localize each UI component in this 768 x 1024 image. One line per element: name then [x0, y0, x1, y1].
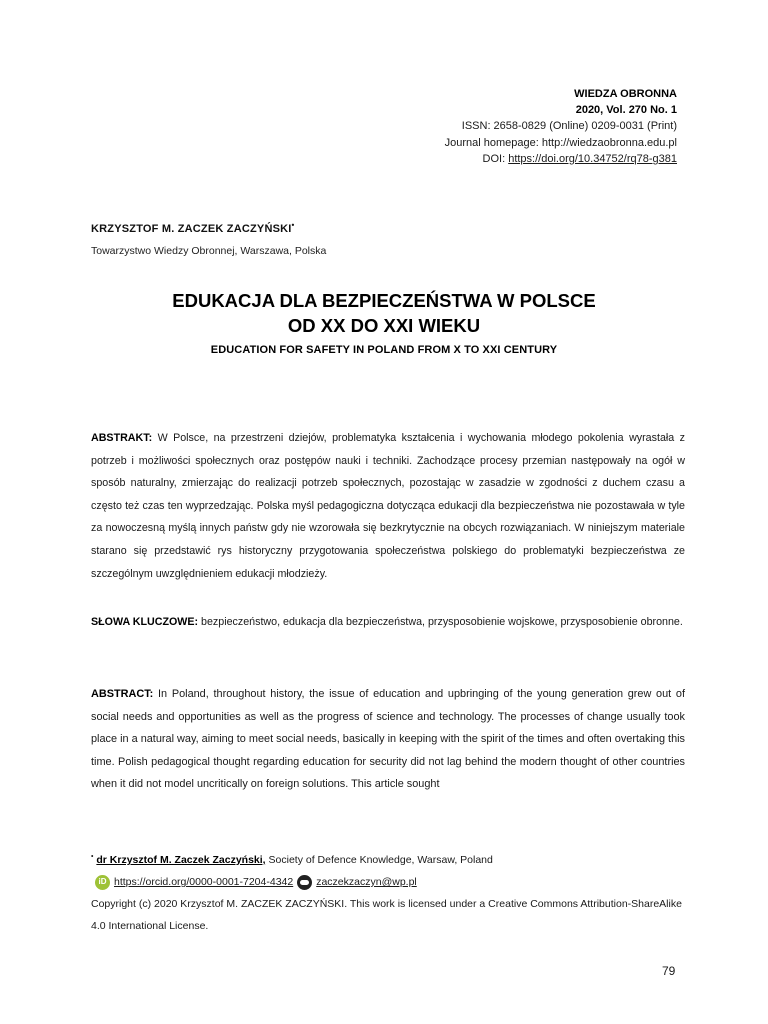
keywords-polish: [91, 611, 685, 634]
journal-homepage: Journal homepage: http://wiedzaobronna.edu.pl: [444, 136, 677, 149]
journal-doi: [445, 151, 677, 167]
paper-title-english: EDUCATION FOR SAFETY IN POLAND FROM X TO XXI CENTURY: [210, 344, 558, 356]
paper-title-polish: [0, 288, 768, 338]
email-icon: [297, 875, 312, 890]
footnote-author: dr Krzysztof M. Zaczek Zaczyński,: [96, 854, 266, 866]
journal-info: [445, 86, 677, 167]
orcid-icon: iD: [95, 875, 110, 890]
abstract-english: [91, 683, 685, 796]
author-affiliation: Towarzystwo Wiedzy Obronnej, Warszawa, Polska: [91, 245, 327, 257]
author-footnote: [91, 849, 685, 937]
journal-volume: 2020, Vol. 270 No. 1: [575, 104, 677, 117]
orcid-link[interactable]: https://orcid.org/0000-0001-7204-4342: [114, 876, 294, 888]
doi-label: DOI:: [482, 152, 509, 165]
abstract-polish-label: ABSTRAKT:: [91, 432, 153, 444]
keywords-label: SŁOWA KLUCZOWE:: [91, 616, 199, 628]
footnote-contact: [95, 871, 685, 893]
author-footnote-marker[interactable]: •: [291, 220, 295, 230]
keywords-text: bezpieczeństwo, edukacja dla bezpieczeństwa, przysposobienie wojskowe, przysposobienie obronne.: [198, 616, 683, 628]
abstract-english-label: ABSTRACT:: [91, 688, 154, 700]
footnote-marker: •: [91, 853, 94, 861]
journal-name: WIEDZA OBRONNA: [574, 88, 677, 100]
doi-link[interactable]: https://doi.org/10.34752/rq78-g381: [508, 152, 677, 165]
abstract-polish-text: W Polsce, na przestrzeni dziejów, problematyka kształcenia i wychowania młodego pokolenia wyrastała z potrzeb i możliwości społecznych oraz postępów nauki i techniki. Zachodzące procesy przemian następowały na ogół w sposób naturalny, zmierzając do realizacji potrzeb społecznych, pozostając w zasadzie w zgodności z duchem czasu a często też czas ten wyprzedzając. Polska myśl pedagogiczna dotycząca edukacji dla bezpieczeństwa nie pozostawała w tyle za nowoczesną myślą innych państw gdy nie wzorowała się bezkrytycznie na obcych rozwiązaniach. W niniejszym materiale starano się przedstawić rys historyczny przygotowania społeczeństwa polskiego do problematyki bezpieczeństwa ze szczególnym uwzględnieniem edukacji młodzieży.: [91, 432, 685, 580]
footnote-org: Society of Defence Knowledge, Warsaw, Poland: [265, 854, 493, 866]
title-line-1: EDUKACJA DLA BEZPIECZEŃSTWA W POLSCE: [172, 290, 596, 311]
author-name: [91, 220, 295, 235]
page-number: 79: [662, 964, 676, 978]
journal-issn: ISSN: 2658-0829 (Online) 0209-0031 (Print): [461, 120, 677, 133]
title-line-2: OD XX DO XXI WIEKU: [287, 315, 481, 336]
author-name-text: KRZYSZTOF M. ZACZEK ZACZYŃSKI: [91, 223, 292, 235]
abstract-polish: [91, 427, 685, 585]
footnote-author-line: [91, 849, 685, 871]
copyright-notice: Copyright (c) 2020 Krzysztof M. ZACZEK ZACZYŃSKI. This work is licensed under a Creative Commons Attribution-ShareAlike 4.0 International License.: [91, 898, 682, 932]
abstract-english-text: In Poland, throughout history, the issue of education and upbringing of the young generation grew out of social needs and opportunities as well as the progress of science and technology. The processes of change usually took place in a natural way, aiming to meet social needs, basically in keeping with the spirit of the times and often overtaking this time. Polish pedagogical thought regarding education for security did not lag behind the modern thought of other countries when it did not model uncritically on foreign solutions. This article sought: [91, 688, 685, 791]
email-link[interactable]: zaczekzaczyn@wp.pl: [316, 876, 417, 888]
